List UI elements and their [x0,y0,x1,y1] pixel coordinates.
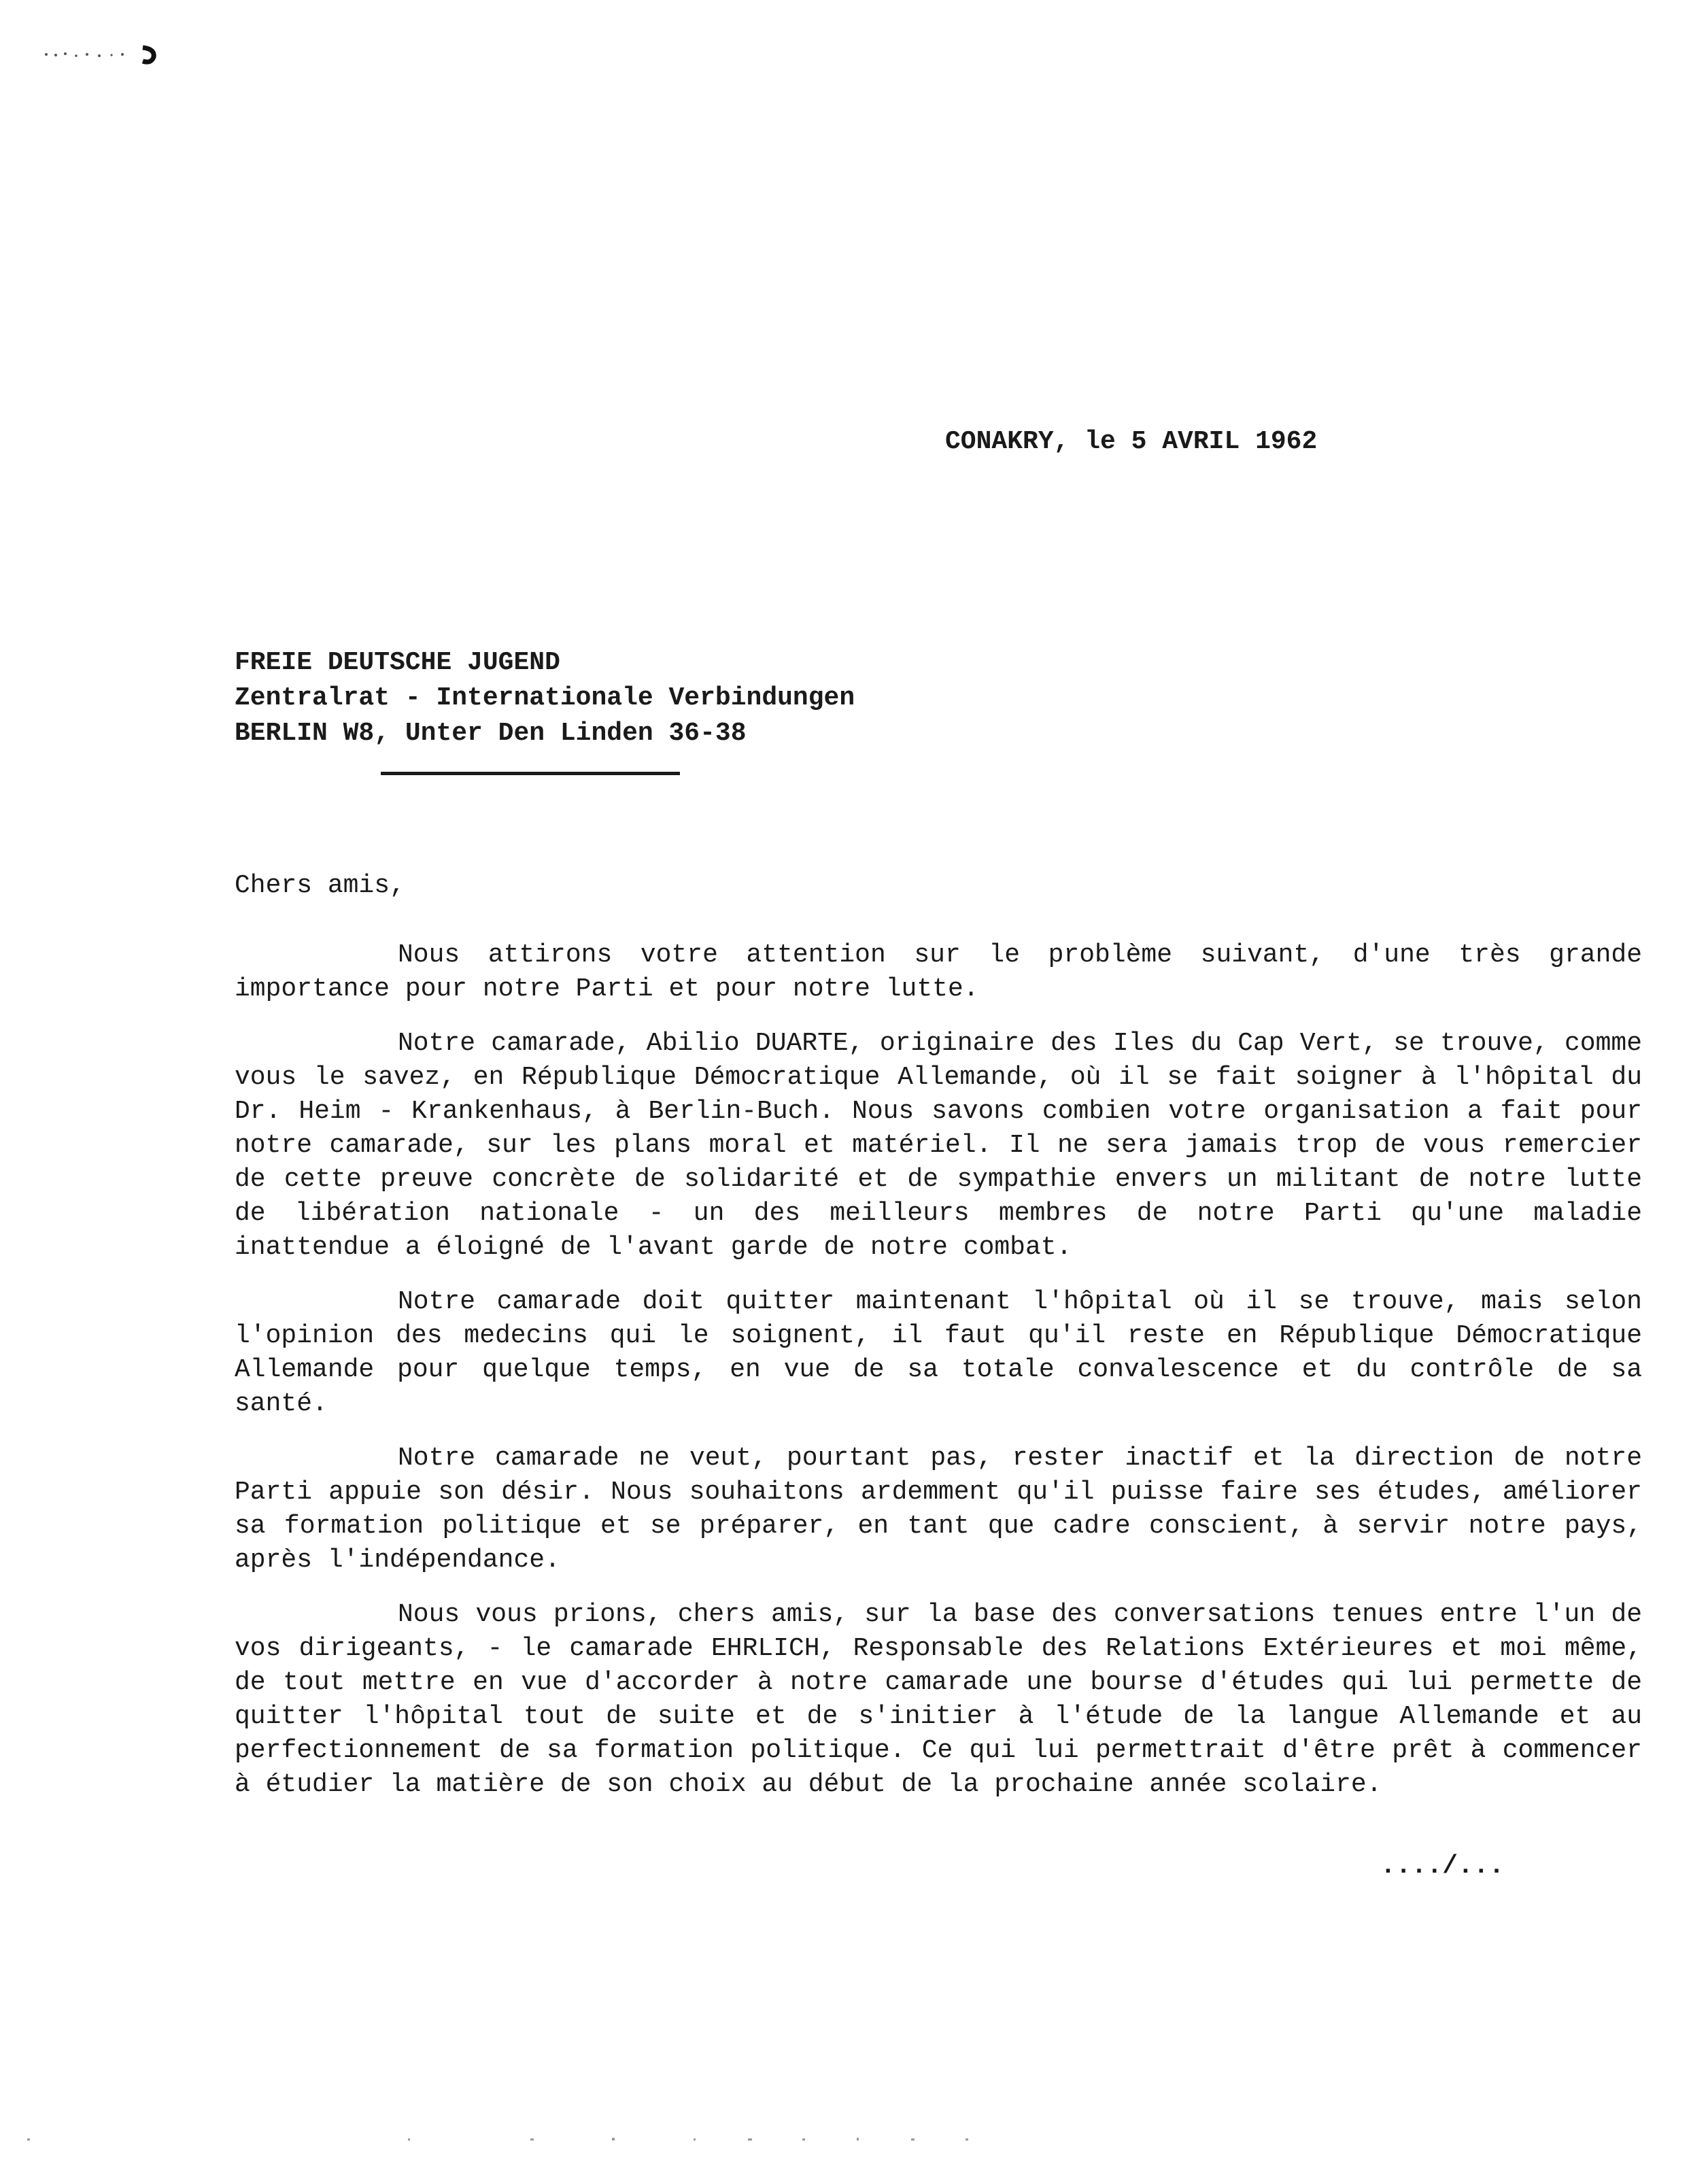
paragraph-4: Notre camarade ne veut, pourtant pas, rester inactif et la direction de notre Parti appuie son désir. Nous souhaitons ardemment qu'il puisse faire ses études, améliorer sa formation politique et se préparer, en tant que cadre conscient, à servir notre pays, après l'indépendance. [235,1444,1642,1575]
scan-footer-specks [0,2135,1708,2143]
scan-corner-mark [41,41,163,68]
recipient-address [235,646,855,752]
paragraph-1: Nous attirons votre attention sur le problème suivant, d'une très grande importance pour notre Parti et pour notre lutte. [235,940,1642,1004]
letter-body [235,938,1642,1822]
paragraph-2: Notre camarade, Abilio DUARTE, originaire des Iles du Cap Vert, se trouve, comme vous le savez, en République Démocratique Allemande, où il se fait soigner à l'hôpital du Dr. Heim - Krankenhaus, à Berlin-Buch. Nous savons combien votre organisation a fait pour notre camarade, sur les plans moral et matériel. Il ne sera jamais trop de vous remercier de cette preuve concrète de solidarité et de sympathie envers un militant de notre lutte de libération nationale - un des meilleurs membres de notre Parti qu'une maladie inattendue a éloigné de l'avant garde de notre combat. [235,1029,1642,1262]
recipient-department: Zentralrat - Internationale Verbindungen [235,683,855,713]
address-underline [381,772,680,775]
dateline: CONAKRY, le 5 AVRIL 1962 [945,427,1318,456]
paragraph-3: Notre camarade doit quitter maintenant l'hôpital où il se trouve, mais selon l'opinion des medecins qui le soignent, il faut qu'il reste en République Démocratique Allemande pour quelque temps, en vue de sa totale convalescence et du contrôle de sa santé. [235,1287,1642,1418]
salutation: Chers amis, [235,871,405,900]
paragraph-5: Nous vous prions, chers amis, sur la base des conversations tenues entre l'un de vos dirigeants, - le camarade EHRLICH, Responsable des Relations Extérieures et moi même, de tout mettre en vue d'accorder à notre camarade une bourse d'études qui lui permette de quitter l'hôpital tout de suite et de s'initier à l'étude de la langue Allemande et au perfectionnement de sa formation politique. Ce qui lui permettrait d'être prêt à commencer à étudier la matière de son choix au début de la prochaine année scolaire. [235,1600,1642,1799]
page-continuation-mark: ..../... [1380,1852,1505,1881]
recipient-organization: FREIE DEUTSCHE JUGEND [235,648,560,677]
recipient-street: BERLIN W8, Unter Den Linden 36-38 [235,719,747,748]
